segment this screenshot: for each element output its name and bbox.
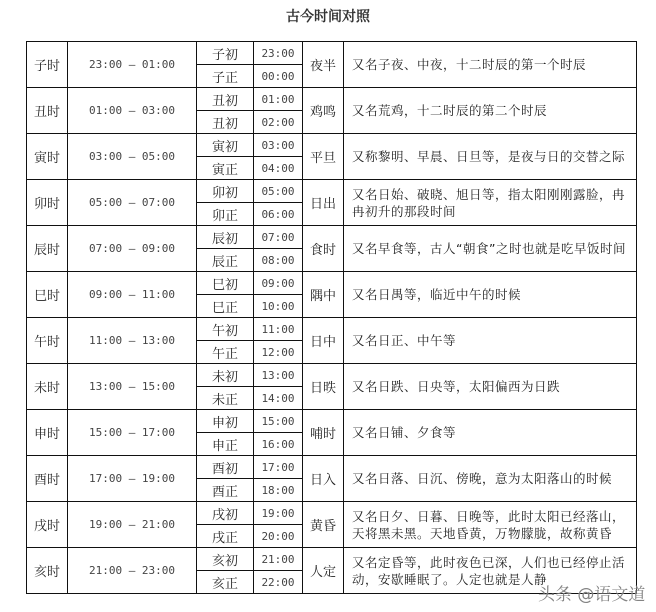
ke-time-cell: 01:00 <box>254 88 303 111</box>
time-range: 21:00 – 23:00 <box>88 563 176 577</box>
ke-name-cell: 寅正 <box>197 157 254 180</box>
ancient-name-cell: 人定 <box>303 548 344 594</box>
shichen-cell: 申时 <box>27 410 68 456</box>
ke-name-cell: 午初 <box>197 318 254 341</box>
shichen-cell: 子时 <box>27 42 68 88</box>
table-row <box>27 42 637 65</box>
ke-time-cell: 19:00 <box>254 502 303 525</box>
description-cell: 又名日始、破晓、旭日等，指太阳刚刚露脸，冉冉初升的那段时间 <box>344 180 637 226</box>
table-row <box>27 456 637 479</box>
ke-name-cell: 戌初 <box>197 502 254 525</box>
time-range-cell <box>68 318 197 364</box>
watermark: 头条 @语文道 <box>538 585 646 605</box>
ke-name-cell: 辰初 <box>197 226 254 249</box>
time-range-cell <box>68 134 197 180</box>
table-row <box>27 364 637 387</box>
ke-name-cell: 亥正 <box>197 571 254 594</box>
ke-name-cell: 巳正 <box>197 295 254 318</box>
ke-time-cell: 18:00 <box>254 479 303 502</box>
description-cell: 又名子夜、中夜，十二时辰的第一个时辰 <box>344 42 637 88</box>
ke-name-cell: 卯初 <box>197 180 254 203</box>
ke-name-cell: 辰正 <box>197 249 254 272</box>
ancient-name-cell: 食时 <box>303 226 344 272</box>
ke-name-cell: 未初 <box>197 364 254 387</box>
shichen-cell: 辰时 <box>27 226 68 272</box>
shichen-cell: 亥时 <box>27 548 68 594</box>
time-range-cell <box>68 88 197 134</box>
ke-time-cell: 10:00 <box>254 295 303 318</box>
time-range-cell <box>68 272 197 318</box>
ke-time-cell: 05:00 <box>254 180 303 203</box>
ke-name-cell: 申正 <box>197 433 254 456</box>
shichen-cell: 巳时 <box>27 272 68 318</box>
description-cell: 又名日落、日沉、傍晚，意为太阳落山的时候 <box>344 456 637 502</box>
ke-time-cell: 15:00 <box>254 410 303 433</box>
ke-time-cell: 03:00 <box>254 134 303 157</box>
ke-time-cell: 14:00 <box>254 387 303 410</box>
ancient-name-cell: 日出 <box>303 180 344 226</box>
ke-time-cell: 22:00 <box>254 571 303 594</box>
ancient-name-cell: 日中 <box>303 318 344 364</box>
ke-name-cell: 戌正 <box>197 525 254 548</box>
time-range-cell <box>68 502 197 548</box>
time-range: 15:00 – 17:00 <box>88 425 176 439</box>
description-cell: 又名日跌、日央等，太阳偏西为日跌 <box>344 364 637 410</box>
time-range: 07:00 – 09:00 <box>88 241 176 255</box>
ke-time-cell: 02:00 <box>254 111 303 134</box>
time-range: 03:00 – 05:00 <box>88 149 176 163</box>
ke-name-cell: 卯正 <box>197 203 254 226</box>
ke-name-cell: 未正 <box>197 387 254 410</box>
time-range: 13:00 – 15:00 <box>88 379 176 393</box>
shichen-cell: 卯时 <box>27 180 68 226</box>
description-cell: 又名日正、中午等 <box>344 318 637 364</box>
shichen-cell: 寅时 <box>27 134 68 180</box>
ke-time-cell: 07:00 <box>254 226 303 249</box>
time-range-cell <box>68 548 197 594</box>
ancient-name-cell: 哺时 <box>303 410 344 456</box>
ke-name-cell: 酉初 <box>197 456 254 479</box>
table-row <box>27 88 637 111</box>
ke-time-cell: 23:00 <box>254 42 303 65</box>
time-range: 23:00 – 01:00 <box>88 57 176 71</box>
shichen-cell: 丑时 <box>27 88 68 134</box>
ke-time-cell: 13:00 <box>254 364 303 387</box>
table-row <box>27 502 637 525</box>
ke-name-cell: 寅初 <box>197 134 254 157</box>
ke-time-cell: 08:00 <box>254 249 303 272</box>
description-cell: 又称黎明、早晨、日旦等，是夜与日的交替之际 <box>344 134 637 180</box>
table-row <box>27 180 637 203</box>
ke-time-cell: 20:00 <box>254 525 303 548</box>
ke-name-cell: 丑初 <box>197 111 254 134</box>
ke-name-cell: 丑初 <box>197 88 254 111</box>
ke-time-cell: 09:00 <box>254 272 303 295</box>
ke-time-cell: 06:00 <box>254 203 303 226</box>
ancient-name-cell: 日昳 <box>303 364 344 410</box>
time-range: 05:00 – 07:00 <box>88 195 176 209</box>
ke-time-cell: 11:00 <box>254 318 303 341</box>
page-title: 古今时间对照 <box>286 9 370 25</box>
ke-name-cell: 酉正 <box>197 479 254 502</box>
ke-time-cell: 12:00 <box>254 341 303 364</box>
table-row <box>27 226 637 249</box>
description-cell: 又名日夕、日暮、日晚等，此时太阳已经落山，天将黑未黑。天地昏黄，万物朦胧，故称黄昏 <box>344 502 637 548</box>
ke-name-cell: 子正 <box>197 65 254 88</box>
time-range: 17:00 – 19:00 <box>88 471 176 485</box>
ke-time-cell: 00:00 <box>254 65 303 88</box>
table-row <box>27 272 637 295</box>
time-range-cell <box>68 364 197 410</box>
description-cell: 又名早食等，古人“朝食”之时也就是吃早饭时间 <box>344 226 637 272</box>
ke-name-cell: 巳初 <box>197 272 254 295</box>
ancient-name-cell: 隅中 <box>303 272 344 318</box>
ancient-name-cell: 黄昏 <box>303 502 344 548</box>
time-range-cell <box>68 226 197 272</box>
ke-time-cell: 17:00 <box>254 456 303 479</box>
shichen-cell: 戌时 <box>27 502 68 548</box>
shichen-cell: 午时 <box>27 318 68 364</box>
shichen-cell: 未时 <box>27 364 68 410</box>
ke-time-cell: 04:00 <box>254 157 303 180</box>
ancient-name-cell: 日入 <box>303 456 344 502</box>
ke-name-cell: 午正 <box>197 341 254 364</box>
time-range-cell <box>68 42 197 88</box>
ancient-name-cell: 平旦 <box>303 134 344 180</box>
time-range-cell <box>68 410 197 456</box>
time-range: 09:00 – 11:00 <box>88 287 176 301</box>
time-comparison-table <box>26 41 637 594</box>
ke-name-cell: 申初 <box>197 410 254 433</box>
description-cell: 又名日禺等，临近中午的时候 <box>344 272 637 318</box>
time-range: 11:00 – 13:00 <box>88 333 176 347</box>
table-row <box>27 410 637 433</box>
description-cell: 又名定昏等，此时夜色已深，人们也已经停止活动，安歇睡眠了。人定也就是人静 <box>344 548 637 594</box>
table-row <box>27 548 637 571</box>
ke-time-cell: 21:00 <box>254 548 303 571</box>
table-row <box>27 318 637 341</box>
ancient-name-cell: 鸡鸣 <box>303 88 344 134</box>
ke-name-cell: 子初 <box>197 42 254 65</box>
ancient-name-cell: 夜半 <box>303 42 344 88</box>
time-range: 19:00 – 21:00 <box>88 517 176 531</box>
ke-name-cell: 亥初 <box>197 548 254 571</box>
time-range-cell <box>68 456 197 502</box>
table-row <box>27 134 637 157</box>
ke-time-cell: 16:00 <box>254 433 303 456</box>
time-range-cell <box>68 180 197 226</box>
time-range: 01:00 – 03:00 <box>88 103 176 117</box>
description-cell: 又名日铺、夕食等 <box>344 410 637 456</box>
shichen-cell: 酉时 <box>27 456 68 502</box>
description-cell: 又名荒鸡，十二时辰的第二个时辰 <box>344 88 637 134</box>
